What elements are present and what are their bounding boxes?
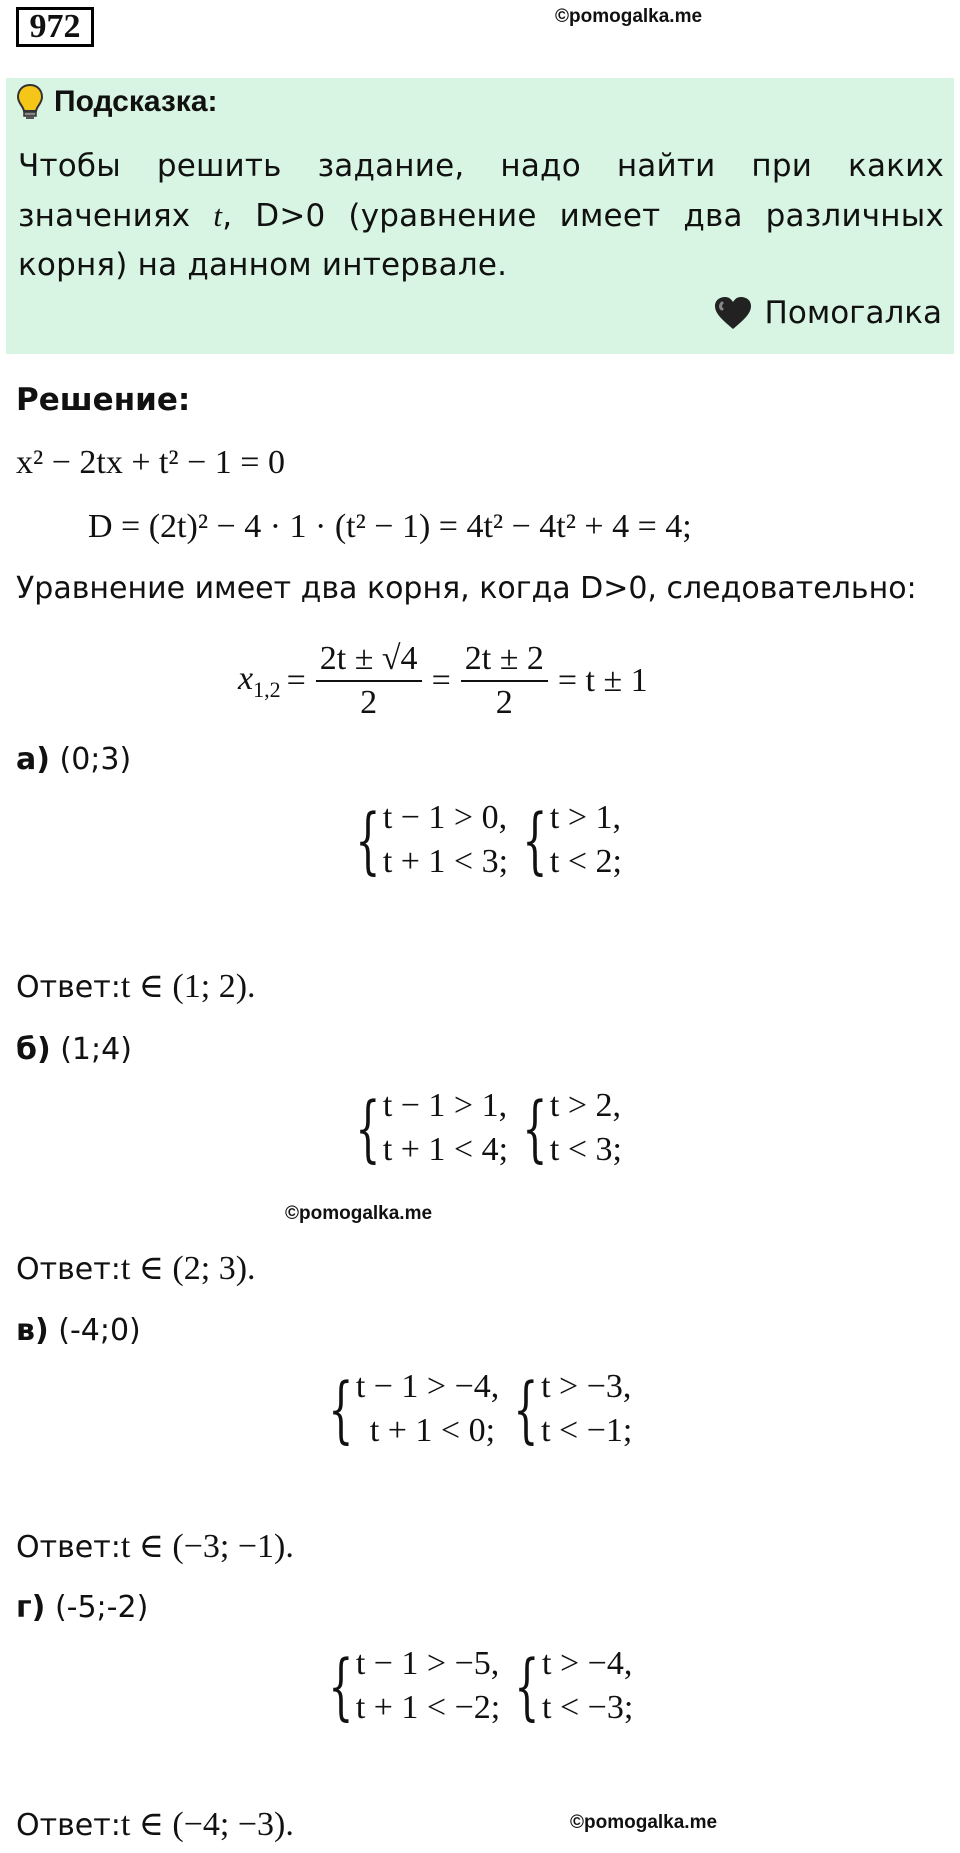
statement: Уравнение имеет два корня, когда D>0, следовательно: [16,571,917,606]
hint-text-var: t [213,198,223,233]
hint-title [16,83,218,121]
part-c-label: в) (-4;0) [16,1313,141,1348]
heart-icon [713,295,753,331]
roots-formula: $x_{1,2}$ = $\frac{2t \pm √4}{2}$ = $\frac{2t \pm 2}{2}$ = t ± 1 [238,638,648,724]
watermark-top: ©pomogalka.me [555,6,703,27]
part-d-answer: Ответ:t ∈ (−4; −3). [16,1806,294,1843]
brand-text: Помогалка [764,295,942,331]
part-c-answer: Ответ:t ∈ (−3; −1). [16,1528,294,1565]
roots-rhs: = t ± 1 [557,662,648,699]
watermark-bottom: ©pomogalka.me [570,1812,718,1833]
hint-text [18,142,944,290]
part-b-answer: Ответ:t ∈ (2; 3). [16,1250,256,1287]
part-d-label: г) (-5;-2) [16,1590,149,1625]
part-a-answer: Ответ:t ∈ (1; 2). [16,968,256,1005]
task-number: 972 [16,7,94,47]
part-d-system: { t − 1 > −5, t + 1 < −2; { t > −4, t < −3; [328,1644,634,1728]
roots-lhs: $x_{1,2}$ [238,659,281,702]
roots-frac-1: $\frac{2t \pm √4}{2}$ [316,638,422,724]
part-c-system: { t − 1 > −4, t + 1 < 0; { t > −3, t < −1; [328,1367,633,1451]
watermark-middle: ©pomogalka.me [285,1203,433,1224]
roots-frac-2: $\frac{2t \pm 2}{2}$ [461,638,548,724]
equation: x² − 2tx + t² − 1 = 0 [16,444,285,481]
hint-text-after: , D>0 (уравнение имеет два различных корня) на данном интервале. [18,198,944,283]
discriminant: D = (2t)² − 4 · 1 · (t² − 1) = 4t² − 4t² + 4 = 4; [88,508,692,545]
solution-title: Решение: [16,382,191,418]
part-b-system: { t − 1 > 1, t + 1 < 4; { t > 2, t < 3; [355,1086,622,1170]
hint-text-before: Чтобы решить задание, надо найти при каких значениях [18,148,944,234]
part-b-label: б) (1;4) [16,1032,132,1067]
brand [713,295,942,331]
hint-title-text: Подсказка: [54,85,218,118]
lightbulb-icon [16,83,44,121]
part-a-label: а) (0;3) [16,742,132,777]
part-a-system: { t − 1 > 0, t + 1 < 3; { t > 1, t < 2; [355,798,622,882]
